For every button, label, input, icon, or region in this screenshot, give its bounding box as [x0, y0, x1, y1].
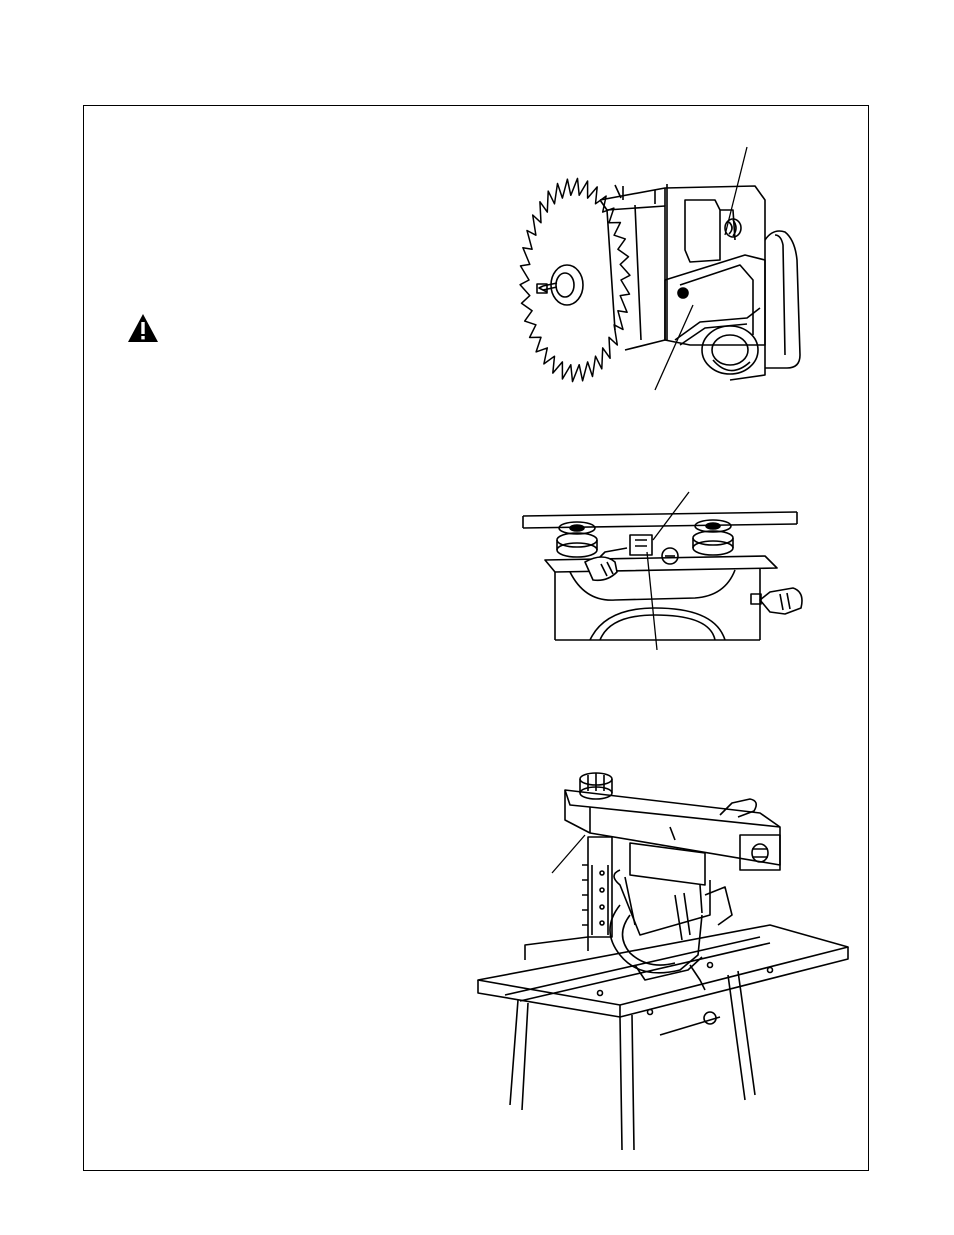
- carriage-bearing-illustration: [515, 490, 805, 650]
- radial-arm-saw-illustration: [470, 765, 855, 1155]
- warning-triangle-icon: [127, 313, 159, 343]
- saw-blade-illustration: [515, 140, 835, 395]
